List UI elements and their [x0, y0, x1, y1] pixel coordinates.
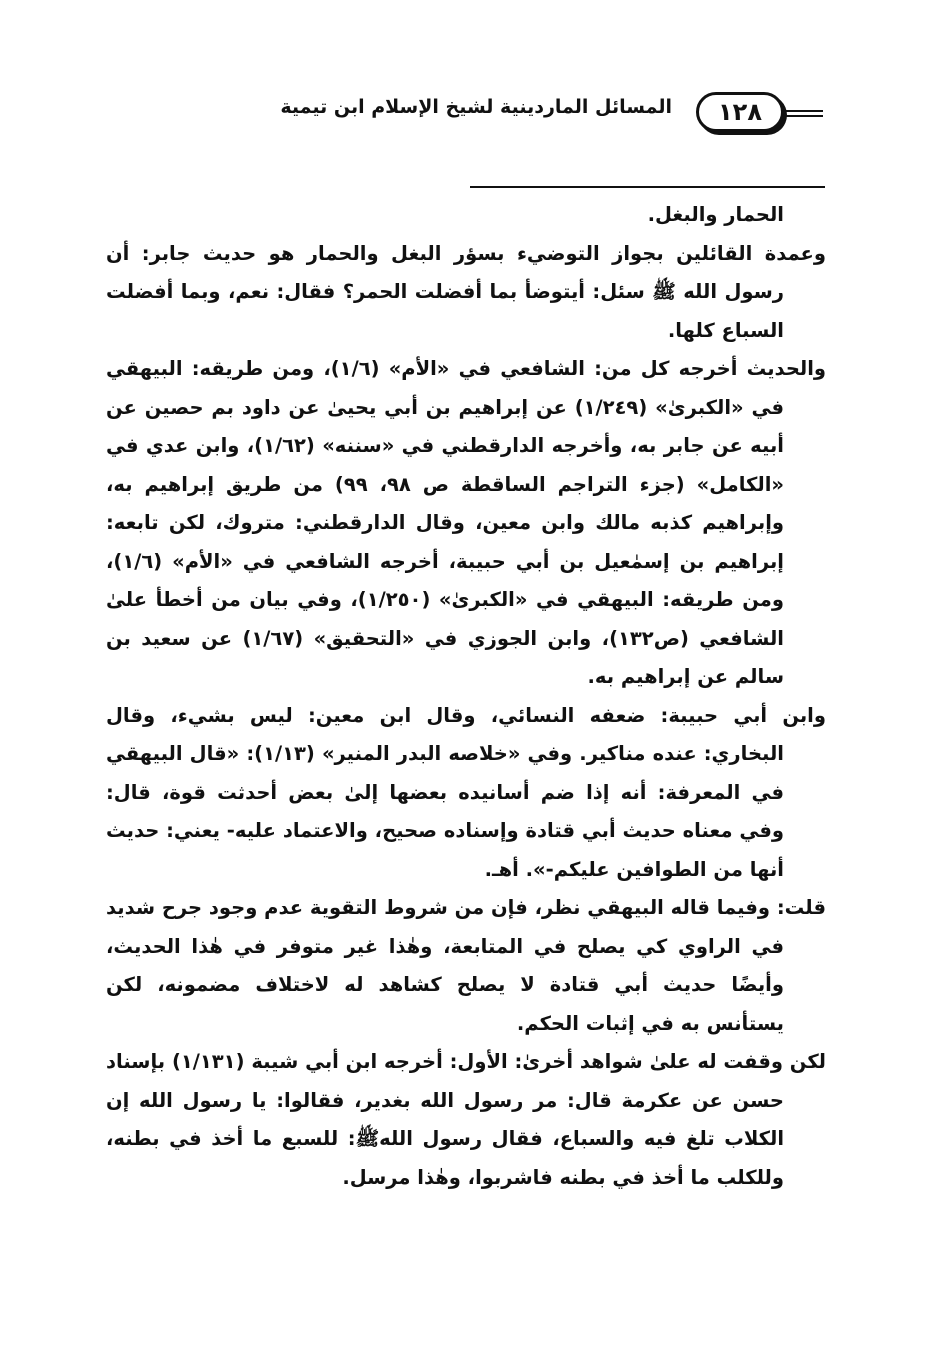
paragraph: قلت: وفيما قاله البيهقي نظر، فإن من شروط التقوية عدم وجود جرح شديد في الراوي كي يصلح في المتابعة، وهٰذا غير متوفر في هٰذا الحديث، وأيضًا حديث أبي قتادة لا يصلح كشاهد له لاختلاف مضمونه، لكن يستأنس به في إثبات الحكم.	[106, 896, 826, 1035]
paragraph: الحمار والبغل.	[647, 203, 784, 226]
running-header	[108, 92, 823, 140]
page-number: ١٢٨	[696, 92, 784, 132]
header-rule-right	[783, 110, 823, 117]
paragraph: وابن أبي حبيبة: ضعفه النسائي، وقال ابن معين: ليس بشيء، وقال البخاري: عنده مناكير. وفي «خلاصه البدر المنير» (١/١٣): «قال البيهقي في المعرفة: أنه إذا ضم أسانيده بعضها إلىٰ بعض أحدثت قوة، قال: وفي معناه حديث أبي قتادة وإسناده صحيح، والاعتماد عليه- يعني: حديث أنها من الطوافين عليكم-». أهـ.	[106, 703, 826, 881]
continuation-rule	[470, 186, 825, 188]
body-text	[106, 196, 826, 1197]
paragraph: لكن وقفت له علىٰ شواهد أخرىٰ: الأول: أخرجه ابن أبي شيبة (١/١٣١) بإسناد حسن عن عكرمة قال: مر رسول الله بغدير، فقالوا: يا رسول الله إن الكلاب تلغ فيه والسباع، فقال رسول اللهﷺ: للسبع ما أخذ في بطنه، وللكلب ما أخذ في بطنه فاشربوا، وهٰذا مرسل.	[106, 1050, 826, 1189]
paragraph: والحديث أخرجه كل من: الشافعي في «الأم» (١/٦)، ومن طريقه: البيهقي في «الكبرىٰ» (١/٢٤٩) عن إبراهيم بن أبي يحيىٰ عن داود بم حصين عن أبيه عن جابر به، وأخرجه الدارقطني في «سننه» (١/٦٢)، وابن عدي في «الكامل» (جزء التراجم الساقطة ص ٩٨، ٩٩) من طريق إبراهيم به، وإبراهيم كذبه مالك وابن معين، وقال الدارقطني: متروك، لكن تابعه: إبراهيم بن إسمٰعيل بن أبي حبيبة، أخرجه الشافعي في «الأم» (١/٦)، ومن طريقه: البيهقي في «الكبرىٰ» (١/٢٥٠)، وفي بيان من أخطأ علىٰ الشافعي (ص١٣٢)، وابن الجوزي في «التحقيق» (١/٦٧) عن سعيد بن سالم عن إبراهيم به.	[106, 357, 827, 688]
paragraph: وعمدة القائلين بجواز التوضيء بسؤر البغل والحمار هو حديث جابر: أن رسول الله ﷺ سئل: أيتوضأ بما أفضلت الحمر؟ فقال: نعم، وبما أفضلت السباع كلها.	[106, 241, 826, 342]
running-title: المسائل الماردينية لشيخ الإسلام ابن تيمية	[108, 96, 678, 118]
